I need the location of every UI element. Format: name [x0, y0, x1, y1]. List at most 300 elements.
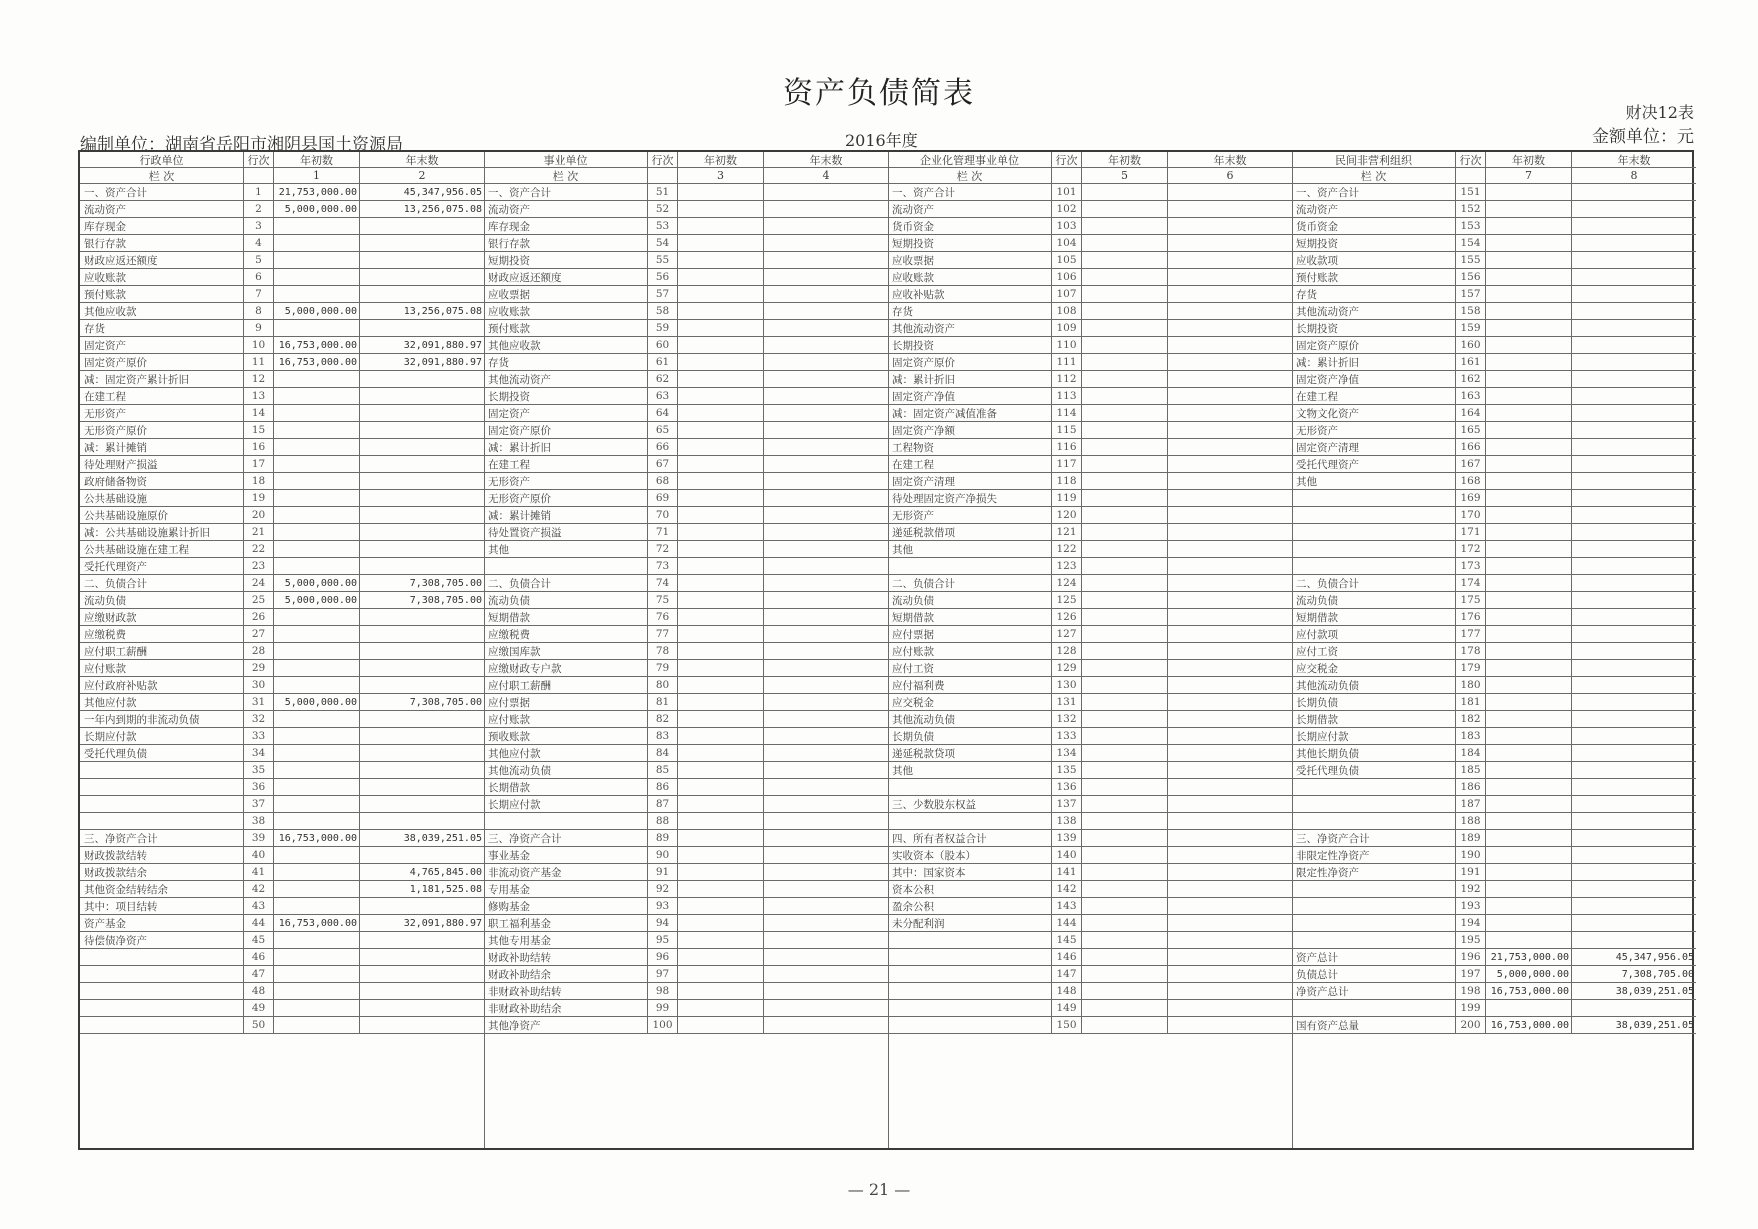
- table-row-v1: [678, 184, 764, 200]
- table-row-v2: 45,347,956.05: [1615, 951, 1694, 963]
- table-row-v2: [1168, 235, 1292, 251]
- table-row-nm: [1292, 796, 1456, 812]
- table-row-v2: [360, 439, 484, 455]
- table-row-ln: 20: [244, 507, 274, 523]
- table-row-v1: [678, 269, 764, 285]
- table-row: [80, 235, 484, 252]
- table-row-v2: [1168, 915, 1292, 931]
- table-row-nm: [80, 966, 244, 982]
- table-row-ln: 9: [244, 320, 274, 336]
- table-row-ln: 147: [1052, 966, 1082, 982]
- table-row-nm: [1292, 779, 1456, 795]
- table-row-ln: 125: [1052, 592, 1082, 608]
- table-row: [888, 745, 1292, 762]
- table-row-nm: 短期借款: [888, 609, 1052, 625]
- column-index-row-v2: 6: [1226, 169, 1234, 182]
- table-row-ln: 131: [1052, 694, 1082, 710]
- table-row-v1: [678, 745, 764, 761]
- table-row-v1: [274, 745, 360, 761]
- table-row-ln: 194: [1456, 915, 1486, 931]
- table-row-ln: 96: [648, 949, 678, 965]
- table-row-v2: [360, 507, 484, 523]
- table-row-nm: 应收账款: [888, 269, 1052, 285]
- table-row-ln: 116: [1052, 439, 1082, 455]
- table-row-nm: 库存现金: [484, 218, 648, 234]
- table-row-v1: [274, 932, 360, 948]
- table-row-nm: 应付工资: [888, 660, 1052, 676]
- table-row-nm: 存货: [80, 320, 244, 336]
- table-row-ln: 155: [1456, 252, 1486, 268]
- table-row: [80, 303, 484, 320]
- table-row-nm: 非财政补助结余: [484, 1000, 648, 1016]
- table-row-v1: [678, 354, 764, 370]
- table-row-v1: [1486, 728, 1572, 744]
- table-row-v2: [1168, 575, 1292, 591]
- table-row-v2: 7,308,705.00: [409, 577, 482, 589]
- table-row-v2: [764, 932, 888, 948]
- table-row: [80, 320, 484, 337]
- table-row-ln: 149: [1052, 1000, 1082, 1016]
- table-row-ln: 197: [1456, 966, 1486, 982]
- table-row-v2: [360, 473, 484, 489]
- table-row: [1292, 575, 1696, 592]
- table-row-v2: [764, 949, 888, 965]
- column-index-row-ln: [244, 168, 274, 183]
- table-row-v1: [1486, 643, 1572, 659]
- table-row-v1: [1082, 354, 1168, 370]
- table-row-nm: 其他净资产: [484, 1017, 648, 1033]
- table-row-v1: [1082, 490, 1168, 506]
- table-row-v1: [678, 320, 764, 336]
- table-row-v1: [678, 558, 764, 574]
- table-row-ln: 15: [244, 422, 274, 438]
- table-row-v2: [1572, 932, 1696, 948]
- table-row: [1292, 439, 1696, 456]
- table-row: [80, 541, 484, 558]
- table-row: [888, 609, 1292, 626]
- table-row: [888, 252, 1292, 269]
- table-row-nm: 短期投资: [484, 252, 648, 268]
- table-row-ln: 186: [1456, 779, 1486, 795]
- table-row-nm: 固定资产净值: [1292, 371, 1456, 387]
- table-row-v2: [1572, 677, 1696, 693]
- table-row-nm: 其他流动负债: [888, 711, 1052, 727]
- column-index-row: [888, 168, 1292, 184]
- table-row: [1292, 541, 1696, 558]
- table-row: [1292, 524, 1696, 541]
- table-row-v2: [764, 796, 888, 812]
- table-row-v2: [360, 609, 484, 625]
- table-row-v1: [678, 779, 764, 795]
- table-row-ln: 104: [1052, 235, 1082, 251]
- table-row-v1: [1486, 184, 1572, 200]
- table-row-v2: [1572, 558, 1696, 574]
- table-row-v2: [1168, 558, 1292, 574]
- table-row: [888, 201, 1292, 218]
- table-row-v2: [764, 830, 888, 846]
- table-row-ln: 110: [1052, 337, 1082, 353]
- block-4: [1292, 152, 1696, 1148]
- table-row-v1: [274, 966, 360, 982]
- table-row-v1: [1082, 592, 1168, 608]
- table-row-ln: 146: [1052, 949, 1082, 965]
- table-row-v2: [1572, 422, 1696, 438]
- table-row: [888, 303, 1292, 320]
- table-row-v1: [274, 711, 360, 727]
- table-row-v1: [274, 626, 360, 642]
- table-row-ln: 42: [244, 881, 274, 897]
- table-row: [888, 830, 1292, 847]
- table-row: [1292, 643, 1696, 660]
- table-row: [1292, 711, 1696, 728]
- table-row: [484, 966, 888, 983]
- table-row-v2: [360, 796, 484, 812]
- table-row-nm: 预付账款: [80, 286, 244, 302]
- table-row-v2: [360, 1017, 484, 1033]
- table-row: [1292, 728, 1696, 745]
- header-row-v2: 年末数: [1213, 153, 1247, 167]
- column-index-row-v1: 5: [1082, 168, 1168, 183]
- table-row-v2: [764, 660, 888, 676]
- table-row-nm: 应付职工薪酬: [484, 677, 648, 693]
- table-row: [484, 609, 888, 626]
- table-row: [80, 354, 484, 371]
- table-row-ln: 192: [1456, 881, 1486, 897]
- table-row-ln: 101: [1052, 184, 1082, 200]
- table-row-v2: [764, 677, 888, 693]
- header-row-nm: 民间非营利组织: [1292, 152, 1456, 167]
- table-row: [1292, 677, 1696, 694]
- table-row-nm: 短期投资: [1292, 235, 1456, 251]
- table-row-ln: 87: [648, 796, 678, 812]
- table-row-nm: 递延税款借项: [888, 524, 1052, 540]
- table-row-v2: [1572, 796, 1696, 812]
- table-row-v1: [678, 456, 764, 472]
- table-row-v2: [1168, 779, 1292, 795]
- table-row: [80, 915, 484, 932]
- table-row-v2: [1168, 371, 1292, 387]
- table-row-v2: [764, 915, 888, 931]
- table-row-v2: [1168, 592, 1292, 608]
- table-row-ln: 126: [1052, 609, 1082, 625]
- table-row-nm: 政府储备物资: [80, 473, 244, 489]
- table-row-ln: 105: [1052, 252, 1082, 268]
- table-row-v1: [1082, 813, 1168, 829]
- table-row-nm: [80, 796, 244, 812]
- header-row-v1: 年初数: [1486, 152, 1572, 167]
- table-row-v2: [1168, 898, 1292, 914]
- table-row-nm: 长期借款: [484, 779, 648, 795]
- table-row-v1: [1082, 575, 1168, 591]
- table-row-nm: 应付工资: [1292, 643, 1456, 659]
- table-row-v2: 32,091,880.97: [403, 339, 482, 351]
- table-row: [484, 286, 888, 303]
- table-row-v1: [1486, 813, 1572, 829]
- table-row-nm: 其他流动负债: [484, 762, 648, 778]
- table-row-ln: 23: [244, 558, 274, 574]
- table-row-v2: [764, 1000, 888, 1016]
- table-row-nm: 应交税金: [888, 694, 1052, 710]
- table-row: [484, 660, 888, 677]
- table-row-v1: [1486, 779, 1572, 795]
- header-row-v2: 年末数: [809, 153, 843, 167]
- table-row-ln: 13: [244, 388, 274, 404]
- table-row-ln: 30: [244, 677, 274, 693]
- table-row-ln: 75: [648, 592, 678, 608]
- table-row-v2: [1572, 898, 1696, 914]
- table-row: [1292, 1017, 1696, 1034]
- table-row: [80, 983, 484, 1000]
- table-row-v1: [274, 643, 360, 659]
- table-row-nm: 减：累计摊销: [80, 439, 244, 455]
- table-row-v2: [1168, 456, 1292, 472]
- table-row-ln: 134: [1052, 745, 1082, 761]
- table-row-v1: [274, 235, 360, 251]
- table-row-ln: 57: [648, 286, 678, 302]
- table-row-v1: [1082, 388, 1168, 404]
- column-index-row: [1292, 168, 1696, 184]
- table-row: [80, 1017, 484, 1034]
- table-row-nm: 资产总计: [1292, 949, 1456, 965]
- table-row-v2: [1572, 779, 1696, 795]
- table-row-v1: [678, 966, 764, 982]
- table-row-v2: [360, 1000, 484, 1016]
- table-row-ln: 191: [1456, 864, 1486, 880]
- currency-unit: 金额单位：元: [1592, 127, 1694, 147]
- table-row: [484, 813, 888, 830]
- table-row-nm: 应缴税费: [80, 626, 244, 642]
- table-row: [80, 507, 484, 524]
- table-row-v2: [764, 524, 888, 540]
- table-row-nm: 其他流动资产: [888, 320, 1052, 336]
- table-row-nm: [888, 949, 1052, 965]
- table-row-ln: 5: [244, 252, 274, 268]
- table-row-nm: 货币资金: [888, 218, 1052, 234]
- table-row-v1: [1082, 983, 1168, 999]
- table-row: [888, 983, 1292, 1000]
- table-row-v1: [274, 320, 360, 336]
- table-row-v1: [1082, 337, 1168, 353]
- table-row-ln: 62: [648, 371, 678, 387]
- column-index-row: [80, 168, 484, 184]
- table-row-nm: 在建工程: [484, 456, 648, 472]
- table-row-ln: 34: [244, 745, 274, 761]
- table-row-nm: [1292, 915, 1456, 931]
- table-row-v1: [1082, 626, 1168, 642]
- table-row-ln: 106: [1052, 269, 1082, 285]
- table-row-v1: [1486, 575, 1572, 591]
- table-row-nm: 应付款项: [1292, 626, 1456, 642]
- table-row-nm: 其他: [484, 541, 648, 557]
- table-row: [80, 898, 484, 915]
- table-row-nm: 短期借款: [1292, 609, 1456, 625]
- table-row-ln: 36: [244, 779, 274, 795]
- table-row-v1: [678, 796, 764, 812]
- table-row-v1: [274, 558, 360, 574]
- table-row-nm: 应收补贴款: [888, 286, 1052, 302]
- table-row-v2: [1572, 813, 1696, 829]
- table-row-v1: [678, 252, 764, 268]
- table-row-ln: 102: [1052, 201, 1082, 217]
- table-row-ln: 112: [1052, 371, 1082, 387]
- table-row-nm: 公共基础设施在建工程: [80, 541, 244, 557]
- table-row-v2: [1572, 473, 1696, 489]
- table-row-nm: 预付账款: [1292, 269, 1456, 285]
- table-row: [80, 660, 484, 677]
- table-row-ln: 132: [1052, 711, 1082, 727]
- table-row-v2: [1572, 524, 1696, 540]
- table-row: [80, 881, 484, 898]
- table-row-v1: [1082, 1017, 1168, 1033]
- table-row-nm: 库存现金: [80, 218, 244, 234]
- table-row-nm: 待处理财产损溢: [80, 456, 244, 472]
- table-row-v2: [764, 201, 888, 217]
- table-row: [484, 677, 888, 694]
- table-row-v1: [1082, 643, 1168, 659]
- table-row-v2: [1572, 337, 1696, 353]
- table-row-v1: [274, 490, 360, 506]
- table-row-v1: [1082, 507, 1168, 523]
- table-row: [888, 473, 1292, 490]
- table-row: [888, 847, 1292, 864]
- table-row-ln: 49: [244, 1000, 274, 1016]
- table-row: [1292, 235, 1696, 252]
- table-row-v2: [1572, 728, 1696, 744]
- table-row-nm: 长期应付款: [1292, 728, 1456, 744]
- table-row: [1292, 473, 1696, 490]
- table-row-nm: 其他: [888, 541, 1052, 557]
- table-row-v2: [764, 541, 888, 557]
- table-row-v1: [1082, 320, 1168, 336]
- table-row-nm: 长期借款: [1292, 711, 1456, 727]
- table-row-ln: 69: [648, 490, 678, 506]
- table-row-nm: 其他: [888, 762, 1052, 778]
- table-row-v1: [1082, 898, 1168, 914]
- table-row: [484, 830, 888, 847]
- table-row-ln: 10: [244, 337, 274, 353]
- table-row-nm: 非流动资产基金: [484, 864, 648, 880]
- table-row-v1: [678, 864, 764, 880]
- table-row: [888, 558, 1292, 575]
- table-row: [484, 983, 888, 1000]
- table-row-nm: 其他流动资产: [484, 371, 648, 387]
- table-row-nm: [1292, 932, 1456, 948]
- table-row: [1292, 405, 1696, 422]
- column-index-row-nm: 栏 次: [888, 168, 1052, 183]
- table-row-ln: 86: [648, 779, 678, 795]
- header-row: [484, 152, 888, 168]
- table-row: [1292, 388, 1696, 405]
- table-row-v2: [1168, 694, 1292, 710]
- table-row-v2: 38,039,251.05: [403, 832, 482, 844]
- table-row: [888, 762, 1292, 779]
- table-row: [888, 575, 1292, 592]
- table-row-nm: 流动负债: [80, 592, 244, 608]
- table-row-ln: 189: [1456, 830, 1486, 846]
- table-row-nm: [80, 949, 244, 965]
- table-row-v2: [360, 558, 484, 574]
- table-row-ln: 43: [244, 898, 274, 914]
- table-row-ln: 139: [1052, 830, 1082, 846]
- table-row-nm: 职工福利基金: [484, 915, 648, 931]
- table-row-v2: [1168, 966, 1292, 982]
- table-row: [80, 286, 484, 303]
- table-row-nm: 预收账款: [484, 728, 648, 744]
- header-row: [80, 152, 484, 168]
- table-row-nm: 预付账款: [484, 320, 648, 336]
- table-row-v1: [1082, 422, 1168, 438]
- table-row-nm: [888, 983, 1052, 999]
- table-row-nm: [888, 558, 1052, 574]
- table-row-nm: 四、所有者权益合计: [888, 830, 1052, 846]
- table-row-ln: 184: [1456, 745, 1486, 761]
- table-row: [484, 422, 888, 439]
- table-row-ln: 61: [648, 354, 678, 370]
- column-index-row-ln: [1456, 168, 1486, 183]
- table-row-v2: [360, 626, 484, 642]
- table-row-nm: 减：固定资产减值准备: [888, 405, 1052, 421]
- table-row-v2: [764, 252, 888, 268]
- table-row-v1: [1082, 201, 1168, 217]
- header-row: [888, 152, 1292, 168]
- table-row-ln: 40: [244, 847, 274, 863]
- table-row: [888, 881, 1292, 898]
- table-row: [1292, 558, 1696, 575]
- table-row-nm: 受托代理资产: [1292, 456, 1456, 472]
- table-row-ln: 53: [648, 218, 678, 234]
- table-row-ln: 161: [1456, 354, 1486, 370]
- table-row: [1292, 252, 1696, 269]
- header-row-v1: 年初数: [274, 152, 360, 167]
- table-row-v2: [764, 1017, 888, 1033]
- table-row-v1: [274, 609, 360, 625]
- table-row-ln: 182: [1456, 711, 1486, 727]
- table-row-v1: [1486, 371, 1572, 387]
- table-row: [484, 456, 888, 473]
- table-row: [80, 371, 484, 388]
- table-row-nm: 资本公积: [888, 881, 1052, 897]
- table-row-v1: [1486, 354, 1572, 370]
- table-row-nm: 无形资产: [80, 405, 244, 421]
- table-row-v1: [1082, 269, 1168, 285]
- table-row-ln: 138: [1052, 813, 1082, 829]
- table-row-v2: [1168, 252, 1292, 268]
- table-row: [888, 643, 1292, 660]
- table-row-ln: 65: [648, 422, 678, 438]
- table-row-nm: 其中：国家资本: [888, 864, 1052, 880]
- table-row-ln: 79: [648, 660, 678, 676]
- table-row-ln: 7: [244, 286, 274, 302]
- column-index-row-v1: 7: [1486, 168, 1572, 183]
- table-row-v2: [1168, 677, 1292, 693]
- table-row-v1: [1082, 439, 1168, 455]
- table-row-nm: [1292, 1000, 1456, 1016]
- table-row-v1: [1486, 830, 1572, 846]
- table-row-v1: [1082, 524, 1168, 540]
- table-row-nm: 流动负债: [1292, 592, 1456, 608]
- table-row-ln: 140: [1052, 847, 1082, 863]
- table-row-ln: 181: [1456, 694, 1486, 710]
- table-row: [484, 201, 888, 218]
- table-row-v2: 45,347,956.05: [403, 186, 482, 198]
- table-row-v1: 5,000,000.00: [274, 303, 360, 319]
- table-row-ln: 109: [1052, 320, 1082, 336]
- table-row-v2: [1168, 813, 1292, 829]
- table-row-ln: 169: [1456, 490, 1486, 506]
- table-row-v2: [1572, 286, 1696, 302]
- table-row-v1: [274, 507, 360, 523]
- table-row-v1: [274, 881, 360, 897]
